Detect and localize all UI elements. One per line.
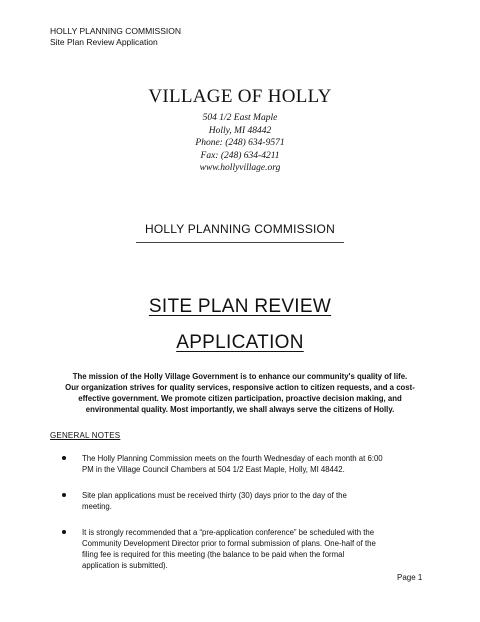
mission-line-2: Our organization strives for quality services, responsive action to citizen requests, and a cost- — [65, 383, 415, 392]
bullet-icon — [62, 456, 66, 460]
page-number: Page 1 — [397, 573, 423, 582]
list-item — [62, 490, 422, 512]
list-item — [62, 527, 422, 571]
note-line: The Holly Planning Commission meets on the fourth Wednesday of each month at 6:00 — [82, 454, 383, 463]
general-notes-heading: GENERAL NOTES — [50, 431, 121, 440]
letterhead-phone: Phone: (248) 634-9571 — [195, 138, 285, 148]
mission-statement — [34, 371, 446, 415]
note-line: PM in the Village Council Chambers at 504 1/2 East Maple, Holly, MI 48442. — [82, 465, 345, 474]
commission-divider — [136, 242, 344, 243]
mission-line-4: environmental quality. Most importantly, we shall always serve the citizens of Holly. — [85, 405, 395, 414]
document-title-line-2: APPLICATION — [176, 332, 304, 353]
running-header-line-1: HOLLY PLANNING COMMISSION — [50, 26, 181, 36]
bullet-icon — [62, 493, 66, 497]
running-header-line-2: Site Plan Review Application — [50, 37, 158, 47]
letterhead-address: 504 1/2 East Maple — [202, 113, 278, 123]
list-item — [62, 453, 422, 475]
general-notes-list — [62, 453, 422, 571]
note-line: meeting. — [82, 502, 112, 511]
letterhead-website: www.hollyvillage.org — [199, 163, 281, 173]
mission-line-1: The mission of the Holly Village Government is to enhance our community's quality of life. — [72, 372, 408, 381]
note-line: Community Development Director prior to formal submission of plans. One-half of the — [82, 539, 376, 548]
note-line: It is strongly recommended that a “pre-application conference” be scheduled with the — [82, 528, 375, 537]
document-title-line-1: SITE PLAN REVIEW — [148, 296, 332, 317]
note-line: application is submitted). — [82, 561, 168, 570]
letterhead — [0, 86, 480, 175]
bullet-icon — [62, 530, 66, 534]
document-title — [0, 296, 480, 354]
note-line: filing fee is required for this meeting (the balance to be paid when the formal — [82, 550, 345, 559]
village-name: VILLAGE OF HOLLY — [148, 86, 332, 107]
commission-title: HOLLY PLANNING COMMISSION — [145, 222, 335, 236]
running-header — [50, 26, 181, 48]
letterhead-fax: Fax: (248) 634-4211 — [200, 150, 280, 161]
letterhead-city: Holly, MI 48442 — [208, 125, 272, 136]
note-line: Site plan applications must be received thirty (30) days prior to the day of the — [82, 491, 347, 500]
commission-heading — [0, 222, 480, 243]
mission-line-3: effective government. We promote citizen participation, proactive decision making, and — [78, 394, 402, 403]
